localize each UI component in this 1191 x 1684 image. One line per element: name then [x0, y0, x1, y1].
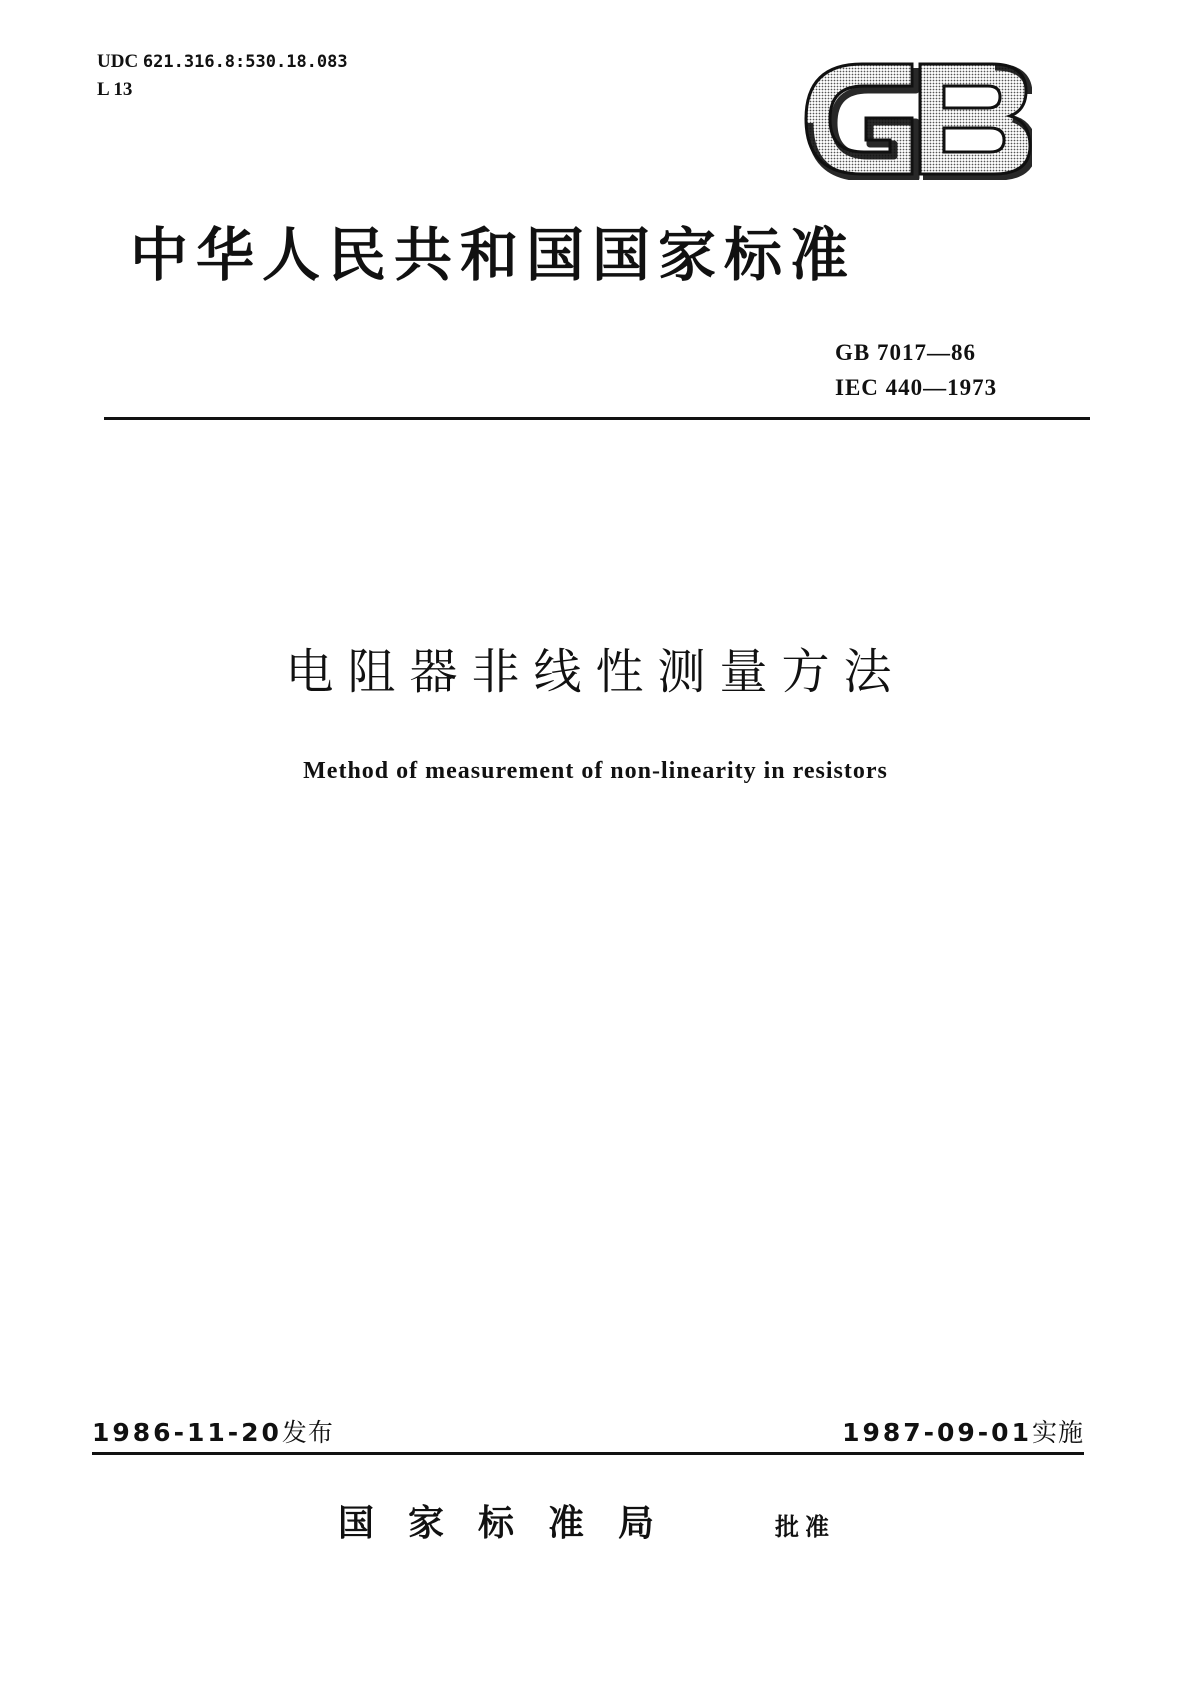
- gb-emblem-icon: [800, 58, 1032, 180]
- document-title-en: Method of measurement of non-linearity in resistors: [303, 758, 888, 784]
- udc-label: UDC: [97, 51, 139, 72]
- standard-numbers: [835, 335, 997, 405]
- issuing-authority: 国家标准局: [338, 1503, 689, 1544]
- gb-standard-number: GB 7017—86: [835, 340, 976, 365]
- document-title-cn: 电阻器非线性测量方法: [285, 644, 906, 700]
- approval-label: 批准: [775, 1513, 835, 1541]
- udc-block: [97, 48, 348, 104]
- udc-value: 621.316.8:530.18.083: [142, 52, 348, 72]
- footer-divider: [92, 1452, 1084, 1455]
- issue-date-value: 1986-11-20: [92, 1418, 282, 1447]
- effective-date-value: 1987-09-01: [842, 1418, 1032, 1447]
- issue-date: [92, 1416, 334, 1450]
- issue-date-label: 发布: [281, 1418, 334, 1447]
- national-standard-title: 中华人民共和国国家标准: [130, 221, 857, 289]
- udc-line: [97, 48, 348, 76]
- effective-date: [842, 1416, 1084, 1450]
- header-divider: [104, 417, 1090, 420]
- effective-date-label: 实施: [1031, 1418, 1084, 1447]
- iec-standard-number: IEC 440—1973: [835, 375, 998, 400]
- classification-code: L 13: [97, 79, 133, 100]
